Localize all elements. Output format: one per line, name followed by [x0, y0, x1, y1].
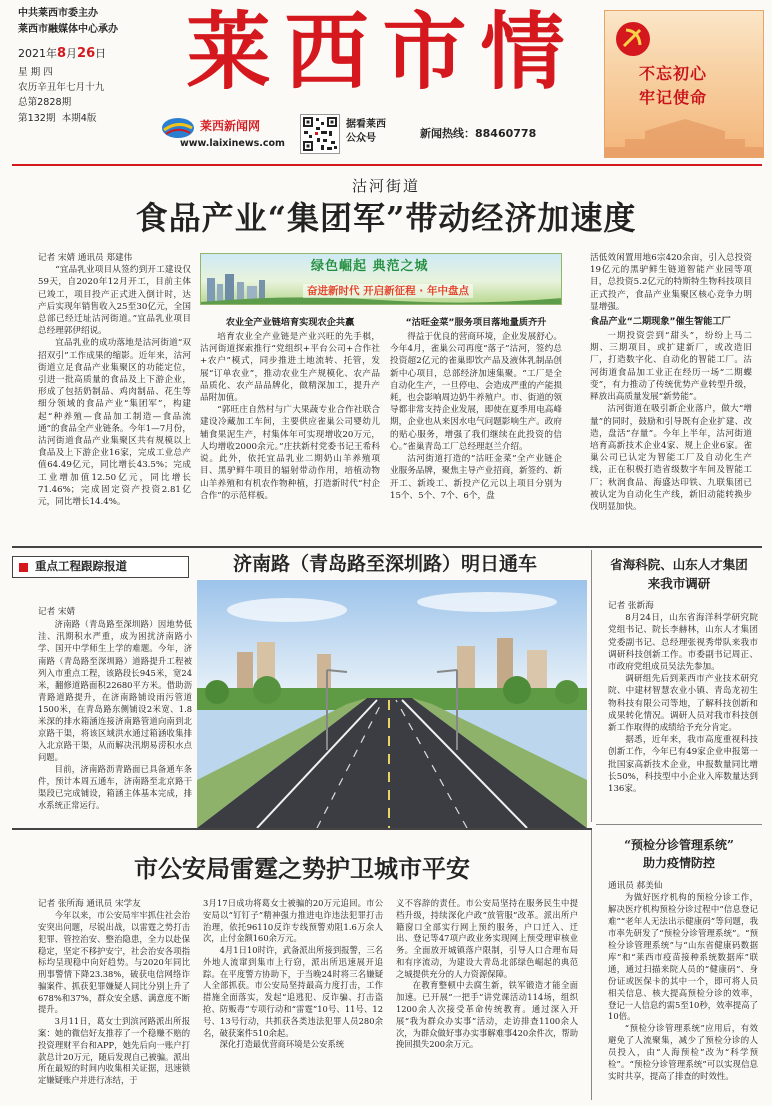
police-headline: 市公安局雷霆之势护卫城市平安: [134, 854, 470, 883]
news-hotline: 新闻热线：88460778: [420, 127, 537, 140]
science-paragraph: 调研组先后到莱西市产业技术研究院、中建材智慧农业小镇、青岛龙初生物科技有限公司等地，了解科技创新和成果转化情况。调研人员对我市科技创新工作取得的成绩给予充分肯定。: [608, 674, 758, 734]
subheading-smart-factory: 食品产业“二期现象”催生智能工厂: [590, 316, 731, 328]
lead-headline: 食品产业“集团军”带动经济加速度: [135, 199, 637, 237]
lead-paragraph: 宜品乳业的成功落地是沽河街道“双招双引”工作成果的缩影。近年来，沽河街道立足食品产业集聚区的功能定位，引进一批高质量的食品及上下游企业，形成了包括奶制品、鸡肉制品、花生等细分领域的食品产业“集团军”，构建起“种养殖—食品加工制造—食品流通”的食品全产业链条。今年1—7月份，沽河街道食品产业集聚区共有规模以上食品及上下游企业16家，完成工业总产值64.49亿元，同比增长43.5%；完成工业增加值12.50亿元，同比增长71.46%；完成固定资产投资2.81亿元，同比增长14.4%。: [38, 338, 191, 508]
road-column: [38, 606, 192, 811]
masthead-rule: [12, 164, 762, 166]
police-paragraph: 今年以来，市公安局牢牢抓住社会治安突出问题，尽锐出战，以雷霆之势打击犯罪、管控治安、整治隐患，全力以赴保稳定，坚定不移护安宁，社会治安各项指标均呈现稳中向好趋势。与2020年同比刑事警情下降23.38%，破获电信网络诈骗案件、抓获犯罪嫌疑人同比分别上升了678%和37%，群众安全感、满意度不断提升。: [38, 910, 190, 1015]
issue-edition: 第132期 本期4版: [18, 112, 97, 124]
lead-byline: 记者 宋婧 通讯员 郑建伟: [38, 253, 133, 263]
qr-code[interactable]: [300, 114, 340, 154]
science-paragraph: 8月24日，山东省海洋科学研究院党组书记、院长李赫林，山东人才集团党委副书记、总经理张视秀带队来我市调研科技创新工作。市委副书记周正、市政府党组成员吴法先参加。: [608, 613, 758, 673]
science-headline: 省海科院、山东人才集团 来我市调研: [610, 557, 748, 591]
lead-column-1: [38, 252, 191, 508]
lunar-date: 农历辛丑年七月十九: [18, 82, 105, 94]
police-paragraph: 在教育整顿中去腐生新，铁军锻造才能全面加速。已开展“一把手”讲党课活动114场，组织1200余人次接受革命传统教育。通过深入开展“我为群众办实事”活动，走访排查1100余人次，为群众做好事办实事解难事420余件次，帮助挽回损失200余万元。: [396, 980, 578, 1050]
diagnosis-paragraph: 为做好医疗机构的预检分诊工作，解决医疗机构预检分诊过程中“信息登记难”“老年人无法出示健康码”等问题，我市率先研发了“预检分诊管理系统”。“预检分诊管理系统”与“山东省健康码数据库”和“莱西市疫苗接种系统数据库”联通，通过扫描来院人员的“健康码”、身份证或医保卡的其中一个，即可将人员相关信息、核大提高预检分诊的效率，登记一人信息约需5至10秒，效率提高了10倍。: [608, 892, 758, 1022]
road-photo-illustration: [197, 580, 587, 828]
police-paragraph: 义不容辞的责任。市公安局坚持在服务民生中提档升级，持续深化户政“放管服”改革。派出所户籍窗口全部实行网上预约服务，户口迁入、迁出、登记等47项户政业务实现网上预受理审核业务。全面放开城镇落户限制，引导人口合理布局和有序流动，为建设大青岛北部绿色崛起的典范之城提供充分的人力资源保障。: [396, 898, 578, 979]
road-photo: [197, 580, 587, 828]
road-headline: 济南路（青岛路至深圳路）明日通车: [232, 553, 537, 575]
science-paragraph: 据悉，近年来，我市高度重视科技创新工作，今年已有49家企业申报第一批国家高新技术企业，申报数量同比增长50%，科技型中小企业入库数量达到136家。: [608, 735, 758, 795]
total-issue: 总第2828期: [18, 97, 72, 109]
police-column-3: [396, 898, 578, 1051]
weekday: 星 期 四: [18, 66, 53, 78]
lead-column-2: [200, 314, 380, 502]
slogan-box: [604, 10, 764, 158]
banner-line-2: 奋进新时代 开启新征程 · 年中盘点: [303, 284, 473, 298]
slogan-line-1: 不忘初心: [639, 64, 708, 83]
section-rule: [596, 824, 762, 825]
news-site-url[interactable]: www.laixinews.com: [180, 138, 285, 149]
qr-code-icon: [301, 115, 339, 153]
lead-paragraph: 沽河街道打造的“沽旺金菜”全产业链企业服务品牌，聚焦主导产业招商，新签约、新开工、新竣工、新投产亿元以上项目分别为15个、5个、7个、6个，盘: [390, 454, 562, 501]
section-label-box: [12, 556, 189, 578]
diagnosis-column: [608, 880, 758, 1083]
lead-paragraph: 沽河街道在吸引新企业落户，做大“增量”的同时，鼓励和引导既有企业扩建、改造，盘活“存量”。今年上半年，沽河街道培育高新技术企业4家、规上企业6家。雀巢公司已认定为智能工厂及自动化生产线，正在积极打造省级数字车间及智能工厂；秋润食品、海盛达印铁、九联集团已被认定为自动化生产线，新旧动能转换步伐明显加快。: [590, 404, 752, 512]
wechat-label: 据看莱西 公众号: [346, 119, 386, 144]
lead-paragraph: 一期投资尝到“甜头”，纷纷上马二期、三期项目，或扩建新厂，或改造旧厂，打造数字化、自动化的智能工厂。沽河街道食品加工业正在经历一场“二期蝶变”，有力推动了传统优势产业转型升级，释放出高质量发展“新势能”。: [590, 331, 752, 403]
tiananmen-silhouette-icon: [605, 111, 764, 158]
news-site-name: 莱西新闻网: [200, 119, 261, 133]
lead-paragraph: “宜品乳业项目从签约到开工建设仅59天，自2020年12月开工，目前主体已竣工，项目投产正式进入倒计时，达产后实现年销售收入25至30亿元，全国总部已经迁址沽河街道。”宜品乳业项目总经理郭伊绍说。: [38, 265, 191, 337]
subheading-guwang-service: “沽旺金菜”服务项目落地量质齐升: [405, 317, 547, 328]
lead-paragraph: 培育农业全产业链是产业兴旺的先手棋，沽河街道探索推行“党组织+平台公司+合作社+农户”模式，同步推进土地流转、托管，发展“订单农业”，推动农业生产规模化、农产品品质化、农产品品牌化，做精深加工，提升产品附加值。: [200, 332, 380, 404]
section-label: 重点工程跟踪报道: [35, 559, 127, 573]
column-rule: [591, 830, 592, 1100]
banner-line-1: 绿色崛起 典范之城: [311, 259, 429, 274]
road-paragraph: 目前，济南路沥青路面已具备通车条件，预计本周五通车，济南路至北京路干渠段已完成铺设，箱涵主体基本完成，排水系统正常运行。: [38, 763, 192, 810]
road-byline: 记者 宋婧: [38, 607, 76, 617]
lead-paragraph: 得益于优良的营商环境，企业发展舒心。今年4月，雀巢公司再度“落子”沽河，签约总投资超2亿元的雀巢即饮产品及液体乳制品创新中心项目，总部经济加速集聚。“工厂是全自动化生产，一旦停电、会造成严重的产能损耗，也会影响周边奶牛养殖户。市、街道的领导都非常支持企业发展，即使在夏季用电高峰期，企业也从来因水电气问题影响生产。政府的贴心服务，增强了我们继续在此投资的信心。”雀巢青岛工厂总经理赵兰介绍。: [390, 332, 562, 452]
police-paragraph: 3月11日，葛女士到滨河路派出所报案：她的微信好友推荐了一个稳赚不赔的投资理财平台和APP，她先后向一账户打款总计20万元，随后发现自己被骗。派出所在最短的时间内收集相关证据，迅速锁定嫌疑账户并进行冻结，于: [38, 1016, 190, 1086]
paper-title: 莱西市情: [186, 2, 579, 101]
party-emblem-icon: [613, 17, 653, 61]
diagnosis-headline: “预检分诊管理系统” 助力疫情防控: [624, 838, 734, 870]
column-rule: [591, 550, 592, 822]
section-rule: [12, 546, 762, 548]
subheading-agri-chain: 农业全产业链培育实现农企共赢: [225, 317, 355, 328]
police-byline: 记者 张所海 通讯员 宋学友: [38, 899, 141, 909]
lead-paragraph: 活低效闲置用地6宗420余亩，引入总投资19亿元的黑驴鲜生链道智能产业园等项目，总投资5.2亿元的特斯特生物科技项目正式投产，食品产业集聚区核心竞争力明显增强。: [590, 253, 752, 312]
science-byline: 记者 张新海: [608, 601, 654, 611]
section-marker-icon: [19, 563, 28, 572]
sponsor-line-2: 莱西市融媒体中心承办: [18, 24, 118, 35]
police-column-1: [38, 898, 190, 1087]
masthead-info: [18, 6, 163, 126]
police-paragraph: 4月1日10时许，武备派出所接到报警，三名外地人流窜到集市上行窃，派出所迅速展开追踪。在平度警方协助下，于当晚24时将三名嫌疑人全部抓获。市公安局坚持最高力度打击，工作措施全面落实，发起“追逃犯、反诈骗、打击盗抢、防贩毒”专项行动和“雷霆”10号、11号、12号、13号行动，共抓获各类违法犯罪人员280余名，破获案件510余起。: [203, 945, 383, 1038]
police-paragraph: 3月17日成功将葛女士被骗的20万元追回。市公安局以“钉钉子”精神强力推进电诈违法犯罪打击治理，依托96110反诈专线预警劝阻1.6万余人次，止付金额160余万元。: [203, 898, 383, 944]
slogan-line-2: 牢记使命: [639, 88, 708, 107]
lead-banner: [200, 253, 562, 305]
science-column: [608, 600, 758, 795]
issue-date: 2021年8月26日: [18, 46, 107, 61]
police-column-2: [203, 898, 383, 1051]
section-rule: [12, 828, 592, 830]
lead-column-4: [590, 252, 752, 513]
diagnosis-paragraph: “预检分诊管理系统”应用后，有效避免了人流聚集，减少了预检分诊的人员投入，由“人海预检”改为“科学预检”。“预检分诊管理系统”可以实现信息实时共享，提高了排查的时效性。: [608, 1023, 758, 1082]
road-paragraph: 济南路（青岛路至深圳路）因地势低洼、汛期积水严重，成为困扰济南路小学、国开中学师生上学的难题。今年，济南路（青岛路至深圳路）道路提升工程被列入市重点工程，该路段长945米，宽24米，翻修道路面积22680平方米。借助沥青路道路提升，在济南路铺设雨污管道1500米，在青岛路东侧铺设2米宽、1.8米深的排水箱涵连接济南路管道向南到北京路干渠，将该区域洪水通过箱涵收集排入北京路干渠，从而解决汛期易涝积水点问题。: [38, 619, 192, 762]
police-paragraph: 深化打造最优营商环境是公安系统: [219, 1039, 345, 1050]
sponsor-line-1: 中共莱西市委主办: [18, 8, 98, 19]
lead-paragraph: “郭旺庄自然村与广大果蔬专业合作社联合建设冷藏加工车间，主要供应雀巢公司婴幼儿辅食果泥生产，村集体年可实现增收20万元，人均增收2000余元。”庄扶新村党委书记王希科说。此外，依托宜品乳业二期奶山羊养殖项目、黑驴鲜牛项目的辐射带动作用，培植动物山羊养殖和有机农作物种植，打造新时代“村企合作”的示范样板。: [200, 405, 380, 501]
lead-kicker: 沽河街道: [351, 177, 420, 195]
lead-column-3: [390, 314, 562, 502]
diagnosis-byline: 通讯员 郝美仙: [608, 881, 663, 891]
